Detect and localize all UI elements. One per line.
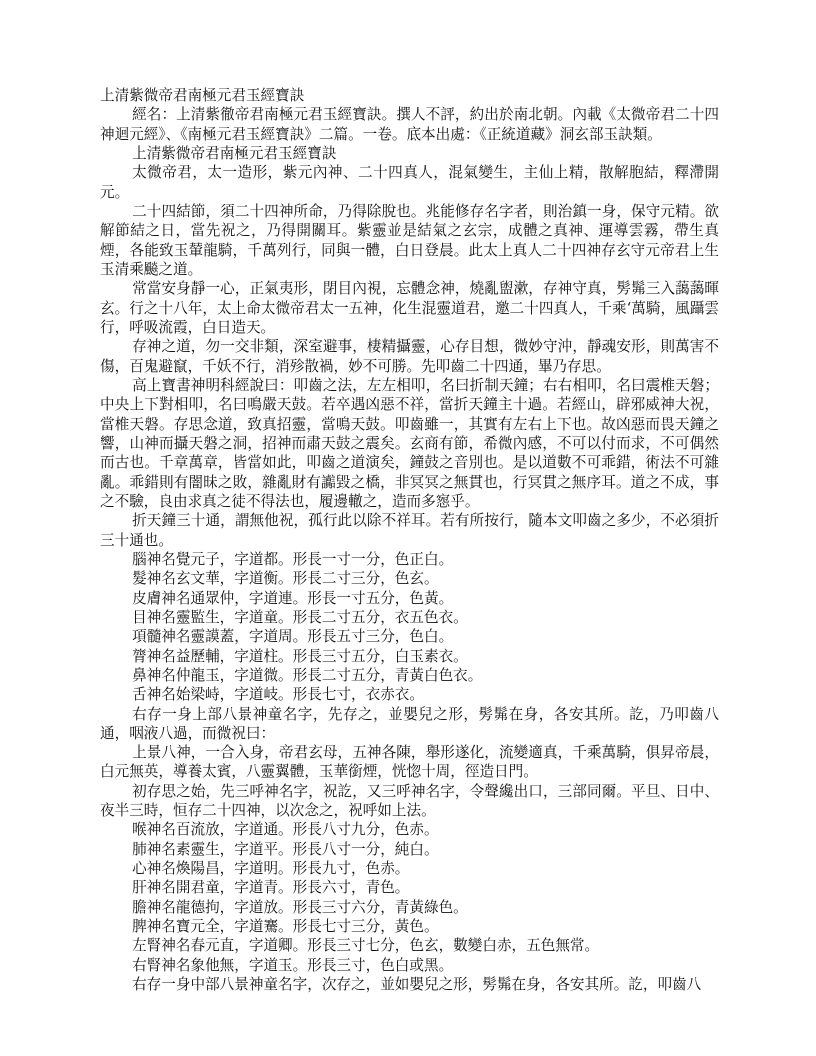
document-title: 上清紫微帝君南極元君玉經寶訣 [100,87,305,104]
paragraph: 右存一身上部八景神童名字，先存之，並嬰兒之形，髣髴在身，各安其所。訖，乃叩齒八通，咽液八過，而微祝曰： [100,705,719,742]
paragraph: 初存思之始，先三呼神名字，祝訖，又三呼神名字，令聲纔出口，三部同爾。平旦、日中、夜半三時，恒存二十四神，以次念之，祝呼如上法。 [100,782,719,820]
paragraph: 高上寶書神明科經說曰：叩齒之法，左左相叩，名曰折制天鐘；右右相叩，名曰震椎天磐；中央上下對相叩，名曰鳴嚴天鼓。若卒遇凶惡不祥，當折天鐘主十過。若經山，辟邪威神大祝，當椎天磐。存思念道，致真招靈，當鳴天鼓。叩齒雖一，其實有左右上下也。故凶惡而畏天鐘之響，山神而攝天磐之洞，招神而肅天鼓之震矣。玄商有節，希微內感，不可以付而求，不可偶然而古也。千章萬章，皆當如此，叩齒之道演矣，鐘鼓之音別也。是以道數不可乖錯，術法不可雜亂。乖錯則有闇昧之敗，雜亂財有讟毀之橋，非冥冥之無貫也，行冥貫之無序耳。道之不成，事之不驗，良由求真之徒不得法也，履邊轍之，造而多惌乎。 [100,376,719,510]
paragraph: 上清紫微帝君南極元君玉經寶訣 [132,144,337,162]
paragraph: 膽神名龍德拘，字道放。形長三寸六分，青黃綠色。 [132,898,468,916]
paragraph: 肺神名素靈生，字道平。形長八寸一分，純白。 [132,840,439,858]
paragraph: 右存一身中部八景神童名字，次存之，並如嬰兒之形，髣髴在身，各安其所。訖，叩齒八 [132,976,702,994]
paragraph: 腦神名覺元子，字道都。形長一寸一分，色正白。 [132,550,454,568]
paragraph: 右腎神名象他無，字道玉。形長三寸，色白或黑。 [132,956,454,974]
paragraph: 折天鐘三十通，謂無他祝，孤行此以除不祥耳。若有所按行，隨本文叩齒之多少，不必須折三十通也。 [100,512,719,549]
paragraph: 上景八神，一合入身，帝君玄母，五神各陳，舉形遂化，流變適真，千乘萬騎，俱昇帝晨，白元無英，導養太賓，八靈翼體，玉華銜煙，恍惚十周，徑造日門。 [100,744,719,781]
paragraph: 鼻神名仲龍玉，字道微。形長二寸五分，青黃白色衣。 [132,666,483,684]
paragraph: 心神名煥陽昌，字道明。形長九寸，色赤。 [132,860,410,878]
paragraph: 舌神名始梁峙，字道岐。形長七寸，衣赤衣。 [132,686,424,704]
paragraph: 太微帝君，太一造形，紫元內神、二十四真人，混氣變生，主仙上精，散解胞結，釋滯開元。 [100,164,719,201]
paragraph: 髮神名玄文華，字道衡。形長二寸三分，色玄。 [132,570,439,588]
paragraph: 喉神名百流放，字道通。形長八寸九分，色赤。 [132,821,439,839]
paragraph: 常當安身靜一心，正氣夷形，閉目內視，忘體念神，燒亂盥漱，存神守真，髣髴三入藹藹暉玄。行之十八年，太上命太微帝君太一五神，化生混靈道君，邀二十四真人，千乘‘萬騎，風躡雲行，呼吸流霞，白日造天。 [100,280,719,336]
paragraph: 脾神名寶元全，字道騫。形長七寸三分，黃色。 [132,918,439,936]
paragraph: 左腎神名春元直，字道卿。形長三寸七分，色玄，數變白赤，五色無常。 [132,937,600,955]
paragraph: 膂神名益歷輔，字道柱。形長三寸五分，白玉素衣。 [132,647,468,665]
paragraph: 存神之道，勿一交非類，深室避事，棲精攝靈，心存目想，微妙守沖，靜魂安形，則萬害不傷，百鬼避竄，千妖不行，消殄散禍，妙不可勝。先叩齒二十四通，畢乃存思。 [100,338,719,375]
paragraph: 目神名靈監生，字道童。形長二寸五分，衣五色衣。 [132,608,468,626]
paragraph: 項髓神名靈謨蓋，字道周。形長五寸三分，色白。 [132,628,454,646]
paragraph: 肝神名開君童，字道青。形長六寸，青色。 [132,879,410,897]
paragraph: 皮膚神名通眾仲，字道連。形長一寸五分，色黃。 [132,589,454,607]
paragraph: 經名：上清紫徹帝君南極元君玉經寶訣。撰人不評，約出於南北朝。內載《太微帝君二十四神迴元經》、《南極元君玉經寶訣》二篇。一卷。底本出處：《正統道藏》洞玄部玉訣類。 [100,106,719,143]
paragraph: 二十四結節，須二十四神所命，乃得除脫也。兆能修存名字者，則治鎮一身，保守元精。欲解節結之日，當先祝之，乃得開關耳。紫靈並是結氣之玄宗，成體之真神、運導雲霧，帶生真煙，各能致玉輦龍騎，千萬列行，同與一體，白日登晨。此太上真人二十四神存玄守元帝君上生玉清乘飈之道。 [100,202,719,278]
document-text-block [100,86,719,994]
